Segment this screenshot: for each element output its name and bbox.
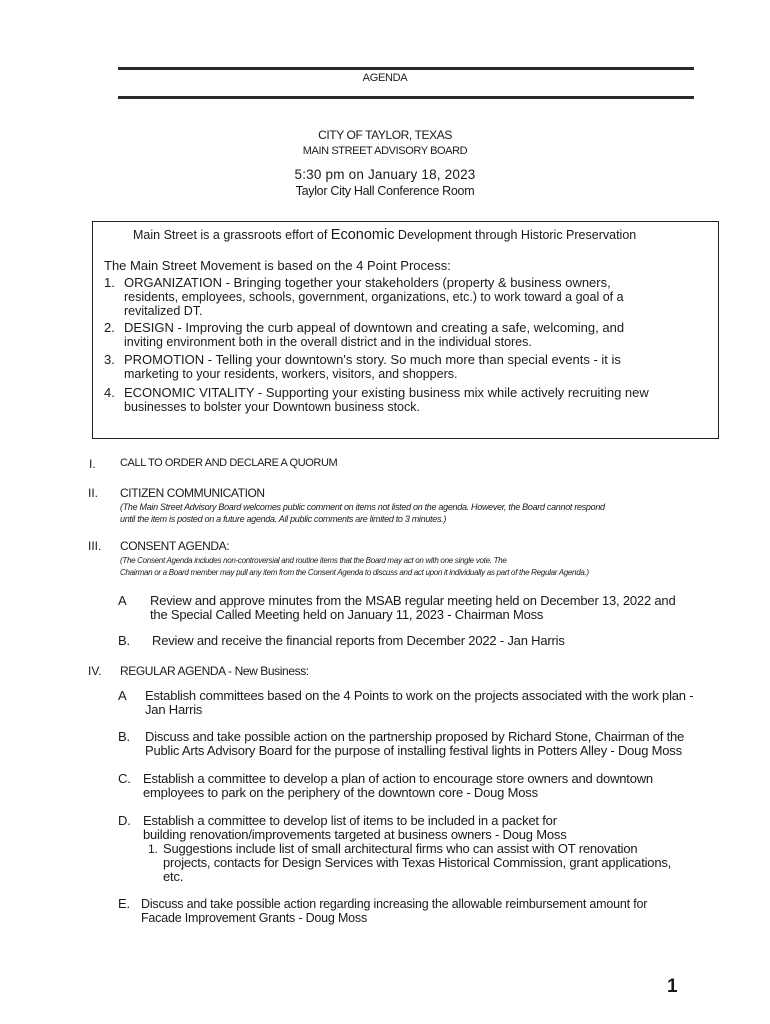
section-4-number: IV. xyxy=(88,664,102,678)
section-3-note-2: Chairman or a Board member may pull any item from the Consent Agenda to discuss and act upon it individually as part of the Regular Agenda.) xyxy=(120,568,589,577)
point-design: 2. DESIGN - Improving the curb appeal of downtown and creating a safe, welcoming, and inviting environment both in the overall district and in the individual stores. xyxy=(104,320,625,349)
section-2-note-1: (The Main Street Advisory Board welcomes public comment on items not listed on the agenda. However, the Board cannot respond xyxy=(120,502,605,512)
section-2-number: II. xyxy=(88,486,99,500)
page-number: 1 xyxy=(667,976,678,997)
section-3-title: CONSENT AGENDA: xyxy=(120,539,230,553)
section-2-note-2: until the item is posted on a future agenda. All public comments are limited to 3 minutes.) xyxy=(120,514,447,524)
mission-box xyxy=(92,221,719,439)
point-promotion: 3. PROMOTION - Telling your downtown's story. So much more than special events - it is marketing to your residents, workers, visitors, and shoppers. xyxy=(104,352,621,381)
point-economic-vitality: 4. ECONOMIC VITALITY - Supporting your existing business mix while actively recruiting new businesses to bolster your Downtown business stock. xyxy=(104,385,649,414)
section-1-number: I. xyxy=(89,457,96,471)
regular-item-d-sub-number: 1. xyxy=(148,842,158,856)
meeting-datetime: 5:30 pm on January 18, 2023 xyxy=(294,167,476,182)
agenda-title: AGENDA xyxy=(362,72,408,84)
section-3-number: III. xyxy=(88,539,102,553)
meeting-location: Taylor City Hall Conference Room xyxy=(295,184,475,198)
board-name: MAIN STREET ADVISORY BOARD xyxy=(302,145,468,157)
section-2-title: CITIZEN COMMUNICATION xyxy=(120,486,265,500)
top-rule-lower xyxy=(118,96,694,99)
section-3-note-1: (The Consent Agenda includes non-controversial and routine items that the Board may act on with one single vote. The xyxy=(120,556,507,565)
mission-tagline: Main Street is a grassroots effort of Economic Development through Historic Preservation xyxy=(133,227,637,243)
section-1-title: CALL TO ORDER AND DECLARE A QUORUM xyxy=(120,457,338,469)
point-organization: 1. ORGANIZATION - Bringing together your stakeholders (property & business owners, residents, employees, schools, government, organizations, etc.) to work toward a goal of a revitalized DT. xyxy=(104,275,624,318)
mission-intro: The Main Street Movement is based on the 4 Point Process: xyxy=(104,258,451,273)
section-4-title: REGULAR AGENDA - New Business: xyxy=(120,664,309,678)
city-name: CITY OF TAYLOR, TEXAS xyxy=(318,128,452,142)
top-rule-upper xyxy=(118,67,694,70)
